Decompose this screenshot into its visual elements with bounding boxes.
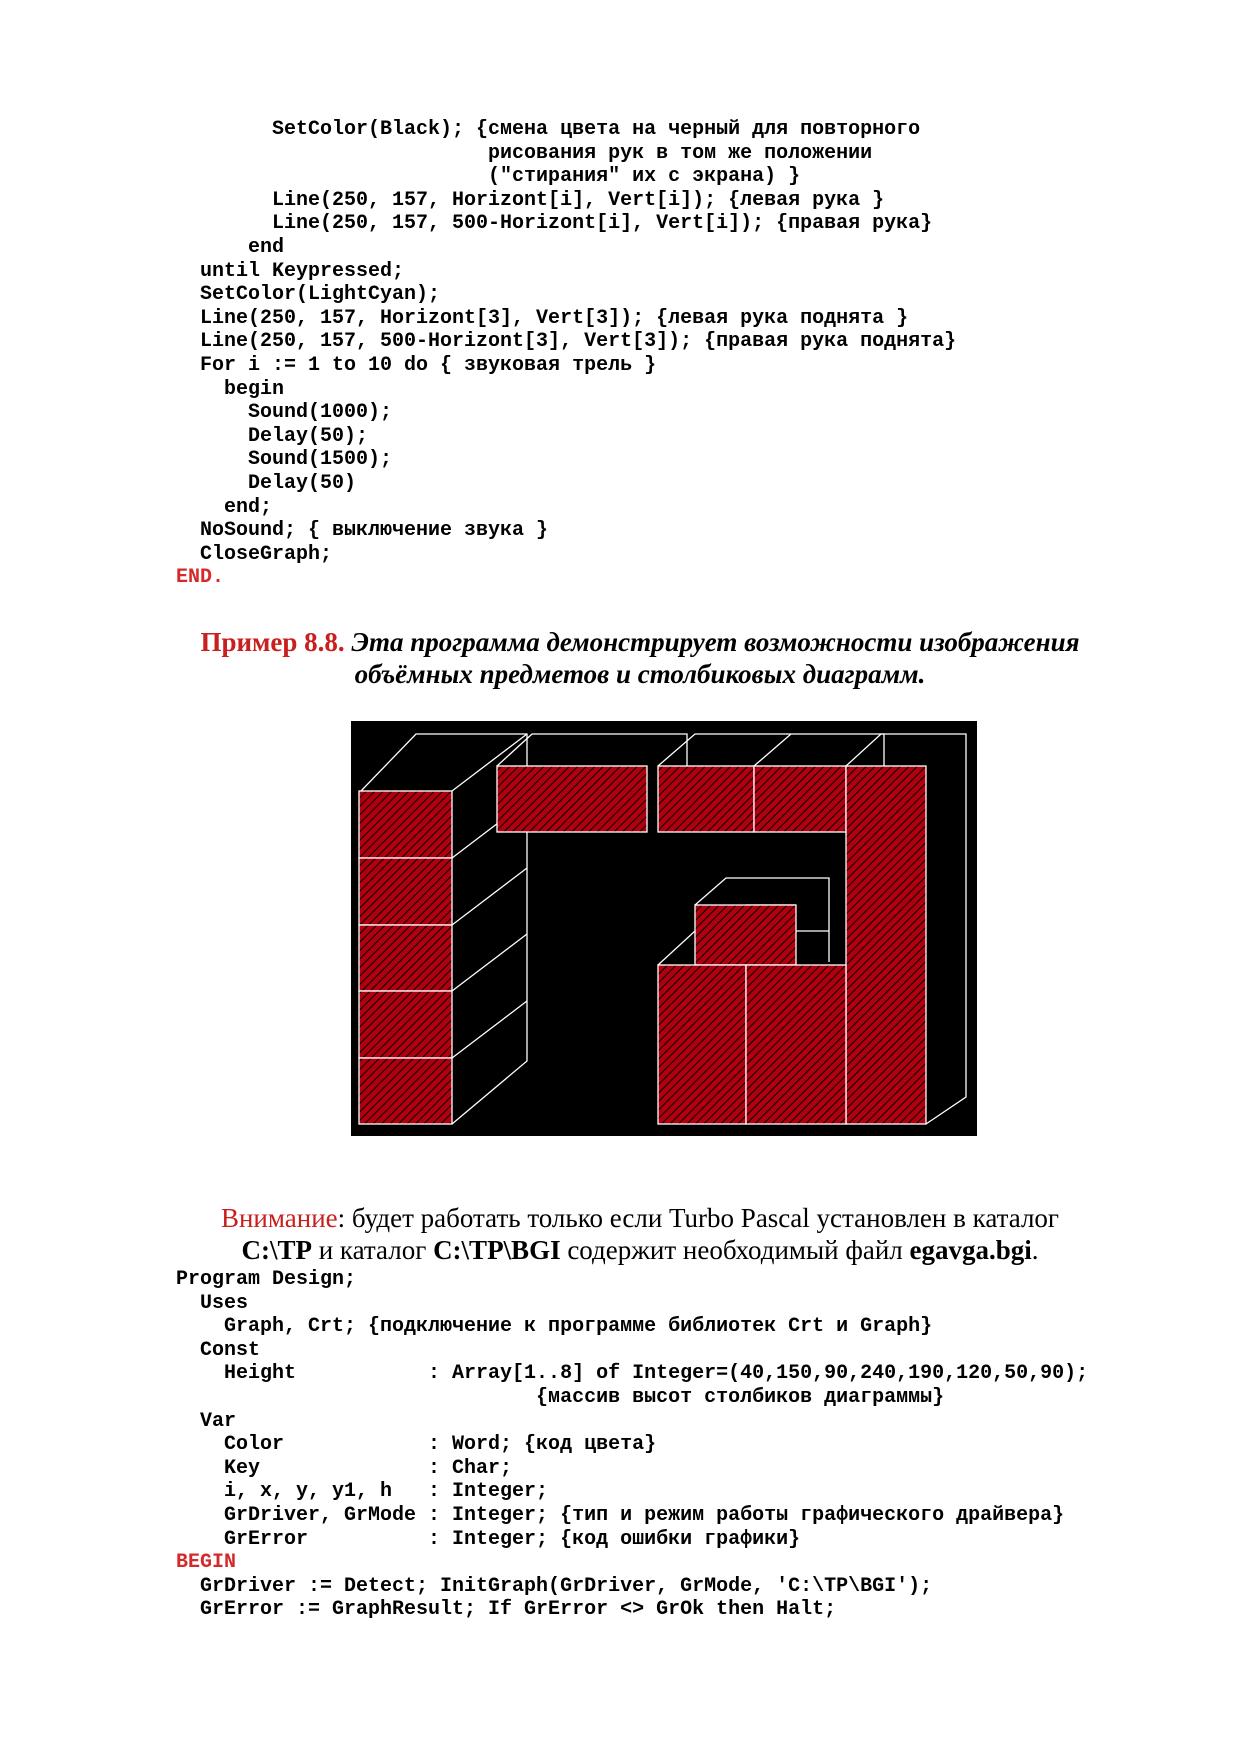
code-line: Line(250, 157, 500-Horizont[i], Vert[i]); {правая рука} bbox=[176, 212, 933, 236]
path-tp: C:\TP bbox=[241, 1235, 312, 1265]
top-bar-back-left bbox=[497, 734, 687, 766]
code-line: i, x, y, y1, h : Integer; bbox=[176, 1480, 549, 1504]
code-line: Var bbox=[176, 1409, 237, 1433]
code-line: рисования рук в том же положении bbox=[176, 141, 873, 165]
example-caption-line1 bbox=[150, 626, 1130, 658]
code-listing-bottom bbox=[176, 1268, 1088, 1622]
example-caption bbox=[150, 626, 1130, 690]
code-line: Line(250, 157, Horizont[3], Vert[3]); {левая рука поднята } bbox=[176, 306, 909, 330]
attention-note-line2 bbox=[150, 1234, 1130, 1266]
example-text-1: Эта программа демонстрирует возможности изображения bbox=[351, 627, 1080, 657]
code-line: end bbox=[176, 235, 285, 259]
code-line: Line(250, 157, Horizont[i], Vert[i]); {левая рука } bbox=[176, 188, 885, 212]
attention-note-line1 bbox=[150, 1202, 1130, 1234]
example-caption-line2 bbox=[150, 658, 1130, 690]
left-tower-block-2 bbox=[359, 858, 452, 925]
code-line: NoSound; { выключение звука } bbox=[176, 519, 549, 543]
code-line: GrError := GraphResult; If GrError <> GrOk then Halt; bbox=[176, 1598, 837, 1622]
driver-file: egavga.bgi bbox=[909, 1235, 1032, 1265]
top-bar-block-left bbox=[497, 766, 647, 832]
note-mid: и каталог bbox=[311, 1235, 434, 1265]
code-line: Key : Char; bbox=[176, 1456, 513, 1480]
left-tower-block-4 bbox=[359, 991, 452, 1058]
left-tower-edge bbox=[452, 1001, 527, 1058]
code-line: Sound(1500); bbox=[176, 448, 393, 472]
attention-label: Внимание bbox=[220, 1203, 338, 1233]
left-tower-block-1 bbox=[359, 791, 452, 858]
code-line: SetColor(LightCyan); bbox=[176, 283, 441, 307]
blocks-illustration bbox=[351, 721, 977, 1136]
code-line: Delay(50); bbox=[176, 424, 369, 448]
code-line: Graph, Crt; {подключение к программе библиотек Crt и Graph} bbox=[176, 1315, 933, 1339]
code-line: end; bbox=[176, 495, 273, 519]
note-period: . bbox=[1031, 1235, 1039, 1265]
attention-note bbox=[150, 1202, 1130, 1266]
note-tail: содержит необходимый файл bbox=[560, 1235, 910, 1265]
code-line: CloseGraph; bbox=[176, 542, 333, 566]
attention-text: : будет работать только если Turbo Pascal установлен в каталог bbox=[337, 1203, 1060, 1233]
code-line: Color : Word; {код цвета} bbox=[176, 1433, 657, 1457]
code-line: Line(250, 157, 500-Horizont[3], Vert[3]); {правая рука поднята} bbox=[176, 330, 957, 354]
code-line: Program Design; bbox=[176, 1268, 357, 1291]
code-end-keyword: END. bbox=[176, 566, 225, 590]
code-line: {массив высот столбиков диаграммы} bbox=[176, 1385, 945, 1409]
code-line: Const bbox=[176, 1338, 261, 1362]
code-line: GrDriver, GrMode : Integer; {тип и режим работы графического драйвера} bbox=[176, 1503, 1065, 1527]
path-bgi: C:\TP\BGI bbox=[433, 1235, 561, 1265]
code-line: Delay(50) bbox=[176, 471, 357, 495]
top-bar-block-middle bbox=[658, 766, 754, 832]
code-line: until Keypressed; bbox=[176, 259, 405, 283]
inner-block-right bbox=[746, 965, 846, 1124]
top-bar-block-right bbox=[754, 766, 846, 832]
example-label: Пример 8.8. bbox=[200, 627, 345, 657]
code-line: SetColor(Black); {смена цвета на черный для повторного bbox=[176, 118, 921, 141]
code-line: GrError : Integer; {код ошибки графики} bbox=[176, 1527, 801, 1551]
code-line: For i := 1 to 10 do { звуковая трель } bbox=[176, 353, 657, 377]
top-bar-divider-edge bbox=[754, 734, 791, 766]
left-tower-block-3 bbox=[359, 925, 452, 991]
left-tower-block-5 bbox=[359, 1058, 452, 1124]
code-line: GrDriver := Detect; InitGraph(GrDriver, GrMode, 'C:\TP\BGI'); bbox=[176, 1574, 933, 1598]
inner-small-block bbox=[695, 905, 796, 965]
code-listing-top bbox=[176, 118, 956, 590]
code-line: begin bbox=[176, 377, 285, 401]
code-line: ("стирания" их с экрана) } bbox=[176, 165, 801, 189]
right-column-block bbox=[846, 766, 926, 1124]
graphics-output-figure bbox=[351, 721, 977, 1136]
example-text-2: объёмных предметов и столбиковых диаграмм. bbox=[354, 659, 926, 689]
inner-block-left bbox=[658, 965, 746, 1124]
code-line: Uses bbox=[176, 1291, 249, 1315]
code-begin-keyword: BEGIN bbox=[176, 1551, 237, 1575]
top-bar-back-right bbox=[658, 734, 884, 766]
code-line: Height : Array[1..8] of Integer=(40,150,90,240,190,120,50,90); bbox=[176, 1362, 1089, 1386]
code-line: Sound(1000); bbox=[176, 401, 393, 425]
left-tower-edge bbox=[452, 868, 527, 925]
left-tower-edge bbox=[452, 934, 527, 991]
